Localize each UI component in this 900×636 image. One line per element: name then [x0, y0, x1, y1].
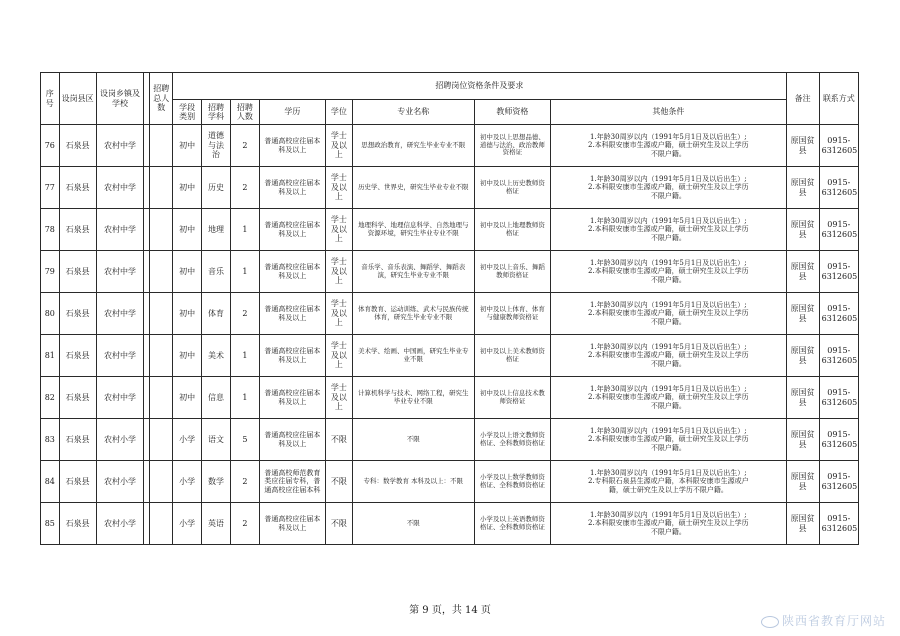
contact-phone-part: 0915-	[827, 388, 851, 398]
row-school: 农村中学	[96, 335, 144, 377]
header-conditions-title: 招聘岗位资格条件及要求	[173, 73, 786, 100]
other-condition-line: 1.年龄30周岁以内（1991年5月1日及以后出生）;	[590, 385, 747, 394]
row-other-conditions	[551, 335, 786, 377]
row-major: 专科：数学教育 本科及以上：不限	[352, 461, 474, 503]
other-condition-line: 1.年龄30周岁以内（1991年5月1日及以后出生）;	[590, 259, 747, 268]
row-other-conditions	[551, 293, 786, 335]
row-education: 普通高校应往届本科及以上	[259, 293, 325, 335]
other-condition-line: 2.本科限安康市生源或户籍，硕士研究生及以上学历	[587, 309, 749, 318]
row-major: 历史学、世界史，研究生毕业专业不限	[352, 167, 474, 209]
row-school: 农村小学	[96, 503, 144, 545]
table-row	[41, 125, 859, 167]
contact-phone-part: 0915-	[827, 220, 851, 230]
other-condition-line: 不限户籍。	[650, 191, 686, 200]
other-condition-line: 2.本科限安康市生源或户籍，硕士研究生及以上学历	[587, 435, 749, 444]
row-subject: 体育	[202, 293, 231, 335]
row-subject: 语文	[202, 419, 231, 461]
row-count: 2	[230, 167, 259, 209]
row-seq: 84	[41, 461, 60, 503]
row-contact	[819, 167, 858, 209]
header-other: 其他条件	[551, 100, 786, 125]
row-major: 计算机科学与技术、网络工程，研究生毕业专业不限	[352, 377, 474, 419]
row-count: 1	[230, 251, 259, 293]
row-county: 石泉县	[59, 335, 96, 377]
contact-phone-part: 0915-	[827, 262, 851, 272]
row-county: 石泉县	[59, 125, 96, 167]
header-row-1	[41, 73, 859, 100]
row-major: 体育教育、运动训练、武术与民族传统体育，研究生毕业专业不限	[352, 293, 474, 335]
row-count: 2	[230, 461, 259, 503]
row-degree: 学士及以上	[325, 293, 352, 335]
row-county: 石泉县	[59, 503, 96, 545]
row-county: 石泉县	[59, 293, 96, 335]
row-note: 原国贫县	[786, 503, 819, 545]
contact-phone-part: 6312605	[821, 271, 858, 281]
contact-phone-part: 6312605	[821, 439, 858, 449]
row-other-conditions	[551, 251, 786, 293]
row-school: 农村中学	[96, 167, 144, 209]
contact-phone-part: 6312605	[821, 397, 858, 407]
row-teacher-cert: 初中及以上思想品德、道德与法治、政治教师资格证	[474, 125, 550, 167]
row-school: 农村中学	[96, 251, 144, 293]
row-school: 农村中学	[96, 125, 144, 167]
other-condition-line: 不限户籍。	[650, 149, 686, 158]
contact-phone-part: 0915-	[827, 346, 851, 356]
contact-phone-part: 0915-	[827, 304, 851, 314]
header-total: 招聘总人数	[150, 73, 173, 125]
other-condition-line: 1.年龄30周岁以内（1991年5月1日及以后出生）;	[590, 175, 747, 184]
row-subject: 历史	[202, 167, 231, 209]
row-total	[150, 419, 173, 461]
table-row	[41, 335, 859, 377]
row-seq: 78	[41, 209, 60, 251]
row-seq: 82	[41, 377, 60, 419]
row-total	[150, 209, 173, 251]
row-contact	[819, 251, 858, 293]
row-major: 不限	[352, 419, 474, 461]
row-contact	[819, 503, 858, 545]
row-county: 石泉县	[59, 209, 96, 251]
row-note: 原国贫县	[786, 335, 819, 377]
row-education: 普通高校应往届本科及以上	[259, 167, 325, 209]
recruitment-table	[40, 72, 859, 545]
row-degree: 学士及以上	[325, 209, 352, 251]
row-seq: 77	[41, 167, 60, 209]
row-total	[150, 335, 173, 377]
row-county: 石泉县	[59, 419, 96, 461]
other-condition-line: 不限户籍。	[650, 527, 686, 536]
emblem-icon	[761, 616, 779, 628]
other-condition-line: 2.本科限安康市生源或户籍，硕士研究生及以上学历	[587, 393, 749, 402]
row-other-conditions	[551, 503, 786, 545]
site-watermark	[761, 612, 886, 629]
row-note: 原国贫县	[786, 167, 819, 209]
row-education: 普通高校应往届本科及以上	[259, 209, 325, 251]
row-level: 小学	[173, 419, 202, 461]
row-total	[150, 125, 173, 167]
row-level: 小学	[173, 461, 202, 503]
watermark-text: 陕西省教育厅网站	[781, 614, 886, 628]
contact-phone-part: 6312605	[821, 523, 858, 533]
row-note: 原国贫县	[786, 419, 819, 461]
row-major: 音乐学、音乐表演、舞蹈学、舞蹈表演，研究生毕业专业不限	[352, 251, 474, 293]
row-count: 2	[230, 293, 259, 335]
header-education: 学历	[259, 100, 325, 125]
row-total	[150, 461, 173, 503]
row-subject: 美术	[202, 335, 231, 377]
row-major: 美术学、绘画、中国画，研究生毕业专业不限	[352, 335, 474, 377]
row-subject: 地理	[202, 209, 231, 251]
row-degree: 学士及以上	[325, 335, 352, 377]
header-count: 招聘人数	[230, 100, 259, 125]
row-major: 思想政治教育，研究生毕业专业不限	[352, 125, 474, 167]
table-row	[41, 251, 859, 293]
contact-phone-part: 6312605	[821, 355, 858, 365]
table-row	[41, 209, 859, 251]
row-count: 2	[230, 503, 259, 545]
row-seq: 80	[41, 293, 60, 335]
row-contact	[819, 377, 858, 419]
row-county: 石泉县	[59, 461, 96, 503]
row-count: 5	[230, 419, 259, 461]
contact-phone-part: 0915-	[827, 430, 851, 440]
row-education: 普通高校应往届本科及以上	[259, 503, 325, 545]
row-county: 石泉县	[59, 167, 96, 209]
row-seq: 79	[41, 251, 60, 293]
row-total	[150, 293, 173, 335]
other-condition-line: 1.年龄30周岁以内（1991年5月1日及以后出生）;	[590, 301, 747, 310]
row-school: 农村小学	[96, 461, 144, 503]
row-teacher-cert: 初中及以上地理教师资格证	[474, 209, 550, 251]
table-row	[41, 167, 859, 209]
row-contact	[819, 419, 858, 461]
row-contact	[819, 209, 858, 251]
row-note: 原国贫县	[786, 377, 819, 419]
contact-phone-part: 6312605	[821, 313, 858, 323]
row-note: 原国贫县	[786, 125, 819, 167]
row-major: 地理科学、地理信息科学、自然地理与资源环境，研究生毕业专业不限	[352, 209, 474, 251]
other-condition-line: 不限户籍。	[650, 317, 686, 326]
row-level: 小学	[173, 503, 202, 545]
row-seq: 81	[41, 335, 60, 377]
row-level: 初中	[173, 293, 202, 335]
other-condition-line: 2.本科限安康市生源或户籍，硕士研究生及以上学历	[587, 351, 749, 360]
other-condition-line: 2.本科限安康市生源或户籍，硕士研究生及以上学历	[587, 183, 749, 192]
row-degree: 学士及以上	[325, 125, 352, 167]
row-education: 普通高校应往届本科及以上	[259, 335, 325, 377]
row-teacher-cert: 初中及以上历史教师资格证	[474, 167, 550, 209]
row-level: 初中	[173, 167, 202, 209]
table-row	[41, 377, 859, 419]
row-total	[150, 503, 173, 545]
other-condition-line: 不限户籍。	[650, 359, 686, 368]
row-subject: 数学	[202, 461, 231, 503]
contact-phone-part: 6312605	[821, 187, 858, 197]
header-county: 设岗县区	[59, 73, 96, 125]
other-condition-line: 不限户籍。	[650, 443, 686, 452]
header-subject: 招聘学科	[202, 100, 231, 125]
header-level: 学段类别	[173, 100, 202, 125]
row-note: 原国贫县	[786, 461, 819, 503]
row-major: 不限	[352, 503, 474, 545]
other-condition-line: 2.本科限安康市生源或户籍，硕士研究生及以上学历	[587, 141, 749, 150]
other-condition-line: 2.本科限安康市生源或户籍，硕士研究生及以上学历	[587, 267, 749, 276]
other-condition-line: 1.年龄30周岁以内（1991年5月1日及以后出生）;	[590, 343, 747, 352]
contact-phone-part: 0915-	[827, 472, 851, 482]
row-other-conditions	[551, 377, 786, 419]
table-row	[41, 293, 859, 335]
row-contact	[819, 335, 858, 377]
header-seq: 序号	[41, 73, 60, 125]
row-degree: 学士及以上	[325, 251, 352, 293]
header-teacher-cert: 教师资格	[474, 100, 550, 125]
row-level: 初中	[173, 209, 202, 251]
contact-phone-part: 0915-	[827, 136, 851, 146]
contact-phone-part: 6312605	[821, 229, 858, 239]
row-level: 初中	[173, 251, 202, 293]
other-condition-line: 不限户籍。	[650, 401, 686, 410]
row-note: 原国贫县	[786, 209, 819, 251]
row-other-conditions	[551, 461, 786, 503]
header-school: 设岗乡镇及学校	[96, 73, 144, 125]
row-total	[150, 167, 173, 209]
other-condition-line: 1.年龄30周岁以内（1991年5月1日及以后出生）;	[590, 217, 747, 226]
header-notes: 备注	[786, 73, 819, 125]
row-teacher-cert: 初中及以上体育、体育与健康教师资格证	[474, 293, 550, 335]
row-contact	[819, 293, 858, 335]
row-level: 初中	[173, 335, 202, 377]
header-degree: 学位	[325, 100, 352, 125]
row-count: 1	[230, 377, 259, 419]
row-degree: 不限	[325, 503, 352, 545]
other-condition-line: 籍，硕士研究生及以上学历不限户籍。	[608, 485, 728, 494]
row-contact	[819, 125, 858, 167]
row-count: 2	[230, 125, 259, 167]
row-total	[150, 377, 173, 419]
page-footer: 第 9 页，共 14 页	[409, 605, 491, 616]
contact-phone-part: 0915-	[827, 514, 851, 524]
row-subject: 信息	[202, 377, 231, 419]
table-row	[41, 461, 859, 503]
table-body	[41, 125, 859, 545]
row-count: 1	[230, 209, 259, 251]
row-education: 普通高校师范教育类应往届专科，普通高校应往届本科	[259, 461, 325, 503]
other-condition-line: 2.本科限安康市生源或户籍，硕士研究生及以上学历	[587, 519, 749, 528]
contact-phone-part: 6312605	[821, 145, 858, 155]
row-teacher-cert: 小学及以上语文教师资格证、全科教师资格证	[474, 419, 550, 461]
row-degree: 不限	[325, 419, 352, 461]
other-condition-line: 2.专科限石泉县生源或户籍，本科限安康市生源或户	[587, 477, 749, 486]
row-school: 农村中学	[96, 209, 144, 251]
row-county: 石泉县	[59, 377, 96, 419]
row-other-conditions	[551, 167, 786, 209]
row-education: 普通高校应往届本科及以上	[259, 251, 325, 293]
row-subject: 道德与法治	[202, 125, 231, 167]
row-other-conditions	[551, 209, 786, 251]
other-condition-line: 1.年龄30周岁以内（1991年5月1日及以后出生）;	[590, 133, 747, 142]
row-education: 普通高校应往届本科及以上	[259, 377, 325, 419]
row-level: 初中	[173, 125, 202, 167]
recruitment-table-container	[40, 72, 859, 545]
row-subject: 英语	[202, 503, 231, 545]
row-school: 农村中学	[96, 377, 144, 419]
row-other-conditions	[551, 125, 786, 167]
other-condition-line: 不限户籍。	[650, 233, 686, 242]
contact-phone-part: 6312605	[821, 481, 858, 491]
row-teacher-cert: 初中及以上音乐、舞蹈教师资格证	[474, 251, 550, 293]
row-school: 农村小学	[96, 419, 144, 461]
row-teacher-cert: 小学及以上英语教师资格证、全科教师资格证	[474, 503, 550, 545]
other-condition-line: 1.年龄30周岁以内（1991年5月1日及以后出生）;	[590, 469, 747, 478]
row-seq: 85	[41, 503, 60, 545]
row-teacher-cert: 初中及以上美术教师资格证	[474, 335, 550, 377]
row-contact	[819, 461, 858, 503]
row-degree: 学士及以上	[325, 167, 352, 209]
row-teacher-cert: 小学及以上数学教师资格证、全科教师资格证	[474, 461, 550, 503]
row-degree: 不限	[325, 461, 352, 503]
row-degree: 学士及以上	[325, 377, 352, 419]
row-note: 原国贫县	[786, 293, 819, 335]
row-total	[150, 251, 173, 293]
other-condition-line: 1.年龄30周岁以内（1991年5月1日及以后出生）;	[590, 511, 747, 520]
other-condition-line: 不限户籍。	[650, 275, 686, 284]
other-condition-line: 1.年龄30周岁以内（1991年5月1日及以后出生）;	[590, 427, 747, 436]
row-other-conditions	[551, 419, 786, 461]
header-major: 专业名称	[352, 100, 474, 125]
table-row	[41, 419, 859, 461]
row-count: 1	[230, 335, 259, 377]
row-seq: 83	[41, 419, 60, 461]
row-education: 普通高校应往届本科及以上	[259, 125, 325, 167]
row-education: 普通高校应往届本科及以上	[259, 419, 325, 461]
row-county: 石泉县	[59, 251, 96, 293]
row-level: 初中	[173, 377, 202, 419]
header-contact: 联系方式	[819, 73, 858, 125]
row-subject: 音乐	[202, 251, 231, 293]
row-school: 农村中学	[96, 293, 144, 335]
table-row	[41, 503, 859, 545]
contact-phone-part: 0915-	[827, 178, 851, 188]
row-seq: 76	[41, 125, 60, 167]
row-teacher-cert: 初中及以上信息技术教师资格证	[474, 377, 550, 419]
other-condition-line: 2.本科限安康市生源或户籍，硕士研究生及以上学历	[587, 225, 749, 234]
row-note: 原国贫县	[786, 251, 819, 293]
